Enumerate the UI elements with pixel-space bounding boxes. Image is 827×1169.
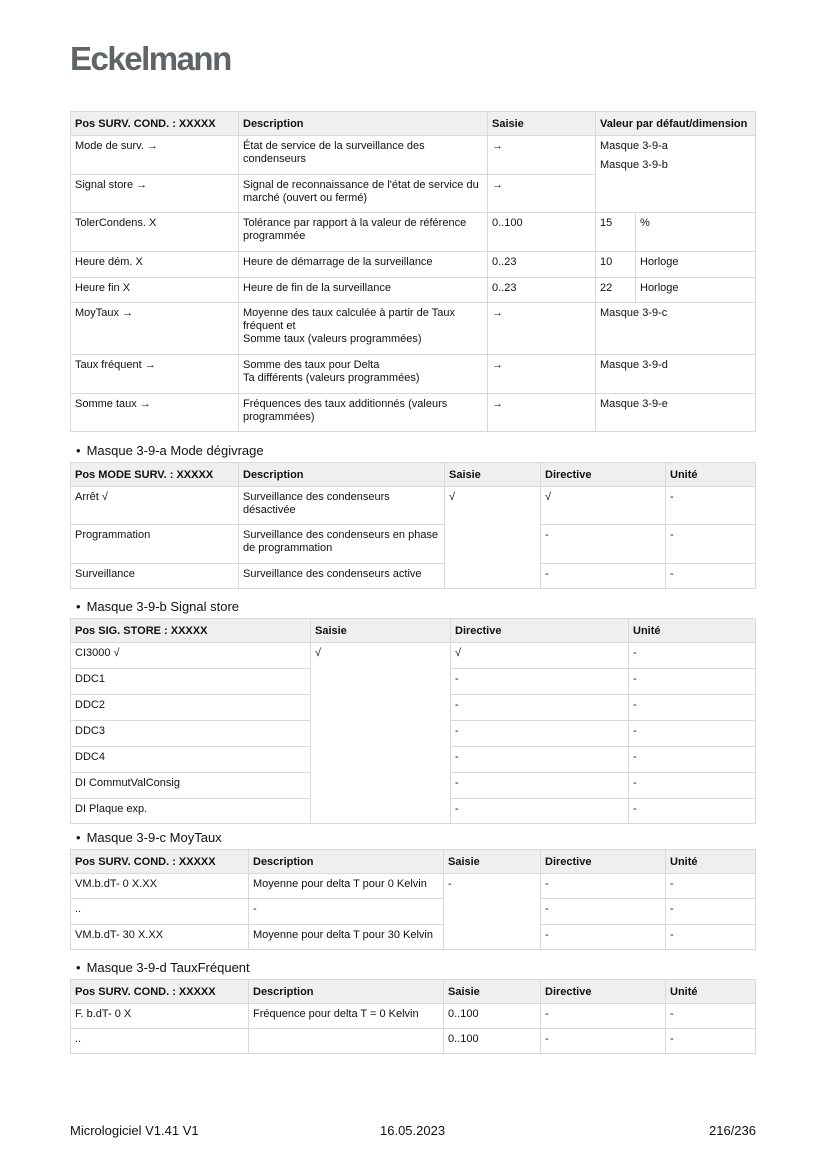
value-cell: 10 xyxy=(596,252,636,278)
pos-cell: Heure dém. X xyxy=(71,252,239,278)
header-cell: Unité xyxy=(666,980,756,1004)
directive-cell: - xyxy=(541,564,666,589)
desc-line: Somme taux (valeurs programmées) xyxy=(243,333,422,345)
pos-cell: DI Plaque exp. xyxy=(71,799,311,824)
pos-cell: Somme taux → xyxy=(71,394,239,432)
desc-cell: Signal de reconnaissance de l'état de service du marché (ouvert ou fermé) xyxy=(239,175,488,213)
header-cell: Directive xyxy=(541,850,666,874)
surv-cond-table xyxy=(70,111,756,432)
header-cell: Pos MODE SURV. : XXXXX xyxy=(71,463,239,487)
desc-cell: Moyenne pour delta T pour 0 Kelvin xyxy=(249,874,444,899)
desc-cell xyxy=(249,1029,444,1054)
value-cell: 22 xyxy=(596,278,636,303)
table-row xyxy=(71,136,756,175)
unit-cell: - xyxy=(629,747,756,773)
unit-cell: - xyxy=(629,721,756,747)
pos-cell: Surveillance xyxy=(71,564,239,589)
header-cell: Unité xyxy=(666,850,756,874)
unit-cell: - xyxy=(666,925,756,950)
header-cell: Unité xyxy=(666,463,756,487)
unit-cell: - xyxy=(666,899,756,925)
unit-cell: - xyxy=(629,799,756,824)
saisie-cell: 0..100 xyxy=(488,213,596,252)
header-cell: Pos SIG. STORE : XXXXX xyxy=(71,619,311,643)
table-row xyxy=(71,564,756,589)
saisie-cell: 0..23 xyxy=(488,278,596,303)
pos-cell: Taux fréquent → xyxy=(71,355,239,394)
header-cell: Directive xyxy=(451,619,629,643)
value-cell: Masque 3-9-c xyxy=(596,303,756,355)
table-row xyxy=(71,355,756,394)
directive-cell: √ xyxy=(451,643,629,669)
value-cell: Masque 3-9-e xyxy=(596,394,756,432)
desc-line: Moyenne des taux calculée à partir de Taux fréquent et xyxy=(243,307,455,332)
unit-cell: Horloge xyxy=(636,252,756,278)
desc-cell: Surveillance des condenseurs en phase de programmation xyxy=(239,525,445,564)
saisie-cell: 0..23 xyxy=(488,252,596,278)
directive-cell: √ xyxy=(541,487,666,525)
pos-cell: Programmation xyxy=(71,525,239,564)
header-cell: Saisie xyxy=(311,619,451,643)
section-heading: • Masque 3-9-a Mode dégivrage xyxy=(76,443,264,458)
header-cell: Valeur par défaut/dimension xyxy=(596,112,756,136)
footer-page-number: 216/236 xyxy=(709,1123,756,1138)
table-row xyxy=(71,899,756,925)
desc-cell xyxy=(239,303,488,355)
saisie-cell: → xyxy=(488,355,596,394)
section-heading: • Masque 3-9-d TauxFréquent xyxy=(76,960,250,975)
table-row xyxy=(71,213,756,252)
header-cell: Pos SURV. COND. : XXXXX xyxy=(71,112,239,136)
directive-cell: - xyxy=(541,874,666,899)
desc-cell: Tolérance par rapport à la valeur de référence programmée xyxy=(239,213,488,252)
table-row xyxy=(71,525,756,564)
unit-cell: Horloge xyxy=(636,278,756,303)
desc-line: Somme des taux pour Delta xyxy=(243,359,380,371)
desc-cell xyxy=(239,355,488,394)
table-row xyxy=(71,643,756,669)
desc-cell: Fréquence pour delta T = 0 Kelvin xyxy=(249,1004,444,1029)
pos-cell: VM.b.dT- 30 X.XX xyxy=(71,925,249,950)
pos-cell: CI3000 √ xyxy=(71,643,311,669)
directive-cell: - xyxy=(451,747,629,773)
header-cell: Directive xyxy=(541,463,666,487)
value-cell xyxy=(596,136,756,213)
pos-cell: VM.b.dT- 0 X.XX xyxy=(71,874,249,899)
desc-cell: Heure de démarrage de la surveillance xyxy=(239,252,488,278)
header-cell: Saisie xyxy=(444,850,541,874)
unit-cell: - xyxy=(629,695,756,721)
pos-cell: MoyTaux → xyxy=(71,303,239,355)
directive-cell: - xyxy=(541,899,666,925)
heading-text: Masque 3-9-a Mode dégivrage xyxy=(86,443,264,458)
unit-cell: - xyxy=(666,487,756,525)
mode-surv-table xyxy=(70,462,756,589)
unit-cell: - xyxy=(666,564,756,589)
header-cell: Pos SURV. COND. : XXXXX xyxy=(71,980,249,1004)
saisie-cell: - xyxy=(444,874,541,950)
table-row xyxy=(71,874,756,899)
table-row xyxy=(71,925,756,950)
desc-cell: Heure de fin de la surveillance xyxy=(239,278,488,303)
directive-cell: - xyxy=(541,1029,666,1054)
directive-cell: - xyxy=(541,525,666,564)
saisie-cell: → xyxy=(488,136,596,175)
table-row xyxy=(71,303,756,355)
header-cell: Saisie xyxy=(444,980,541,1004)
unit-cell: - xyxy=(666,525,756,564)
pos-cell: DI CommutValConsig xyxy=(71,773,311,799)
unit-cell: - xyxy=(629,643,756,669)
table-row xyxy=(71,252,756,278)
table-row xyxy=(71,394,756,432)
unit-cell: - xyxy=(666,874,756,899)
saisie-cell: → xyxy=(488,175,596,213)
saisie-cell: → xyxy=(488,394,596,432)
pos-cell: Heure fin X xyxy=(71,278,239,303)
pos-cell: DDC1 xyxy=(71,669,311,695)
value-text: Masque 3-9-a xyxy=(600,140,668,152)
eckelmann-logo: Eckelmann xyxy=(70,40,231,77)
value-cell: Masque 3-9-d xyxy=(596,355,756,394)
value-text: Masque 3-9-b xyxy=(600,159,668,171)
directive-cell: - xyxy=(541,925,666,950)
desc-line: Ta différents (valeurs programmées) xyxy=(243,372,420,384)
header-cell: Saisie xyxy=(488,112,596,136)
section-heading: • Masque 3-9-b Signal store xyxy=(76,599,240,614)
header-cell: Description xyxy=(239,463,445,487)
heading-text: Masque 3-9-b Signal store xyxy=(86,599,240,614)
saisie-cell: 0..100 xyxy=(444,1029,541,1054)
directive-cell: - xyxy=(451,695,629,721)
table-header xyxy=(71,619,756,643)
footer-date: 16.05.2023 xyxy=(380,1123,446,1138)
saisie-cell: √ xyxy=(445,487,541,589)
pos-cell: Arrêt √ xyxy=(71,487,239,525)
desc-cell: - xyxy=(249,899,444,925)
directive-cell: - xyxy=(451,773,629,799)
header-cell: Directive xyxy=(541,980,666,1004)
signal-store-table xyxy=(70,618,756,824)
desc-cell: Surveillance des condenseurs désactivée xyxy=(239,487,445,525)
desc-cell: Surveillance des condenseurs active xyxy=(239,564,445,589)
header-cell: Description xyxy=(249,850,444,874)
unit-cell: - xyxy=(666,1004,756,1029)
table-row xyxy=(71,1004,756,1029)
heading-text: Masque 3-9-c MoyTaux xyxy=(86,830,222,845)
table-header xyxy=(71,980,756,1004)
directive-cell: - xyxy=(451,669,629,695)
table-header xyxy=(71,112,756,136)
pos-cell: Mode de surv. → xyxy=(71,136,239,175)
table-row xyxy=(71,487,756,525)
pos-cell: DDC4 xyxy=(71,747,311,773)
pos-cell: .. xyxy=(71,899,249,925)
saisie-cell: √ xyxy=(311,643,451,824)
unit-cell: - xyxy=(629,773,756,799)
pos-cell: DDC2 xyxy=(71,695,311,721)
table-row xyxy=(71,1029,756,1054)
desc-cell: Moyenne pour delta T pour 30 Kelvin xyxy=(249,925,444,950)
unit-cell: - xyxy=(629,669,756,695)
moytaux-table xyxy=(70,849,756,950)
section-heading: • Masque 3-9-c MoyTaux xyxy=(76,830,222,845)
directive-cell: - xyxy=(451,721,629,747)
table-row xyxy=(71,278,756,303)
pos-cell: .. xyxy=(71,1029,249,1054)
unit-cell: % xyxy=(636,213,756,252)
saisie-cell: → xyxy=(488,303,596,355)
directive-cell: - xyxy=(451,799,629,824)
desc-cell: État de service de la surveillance des condenseurs xyxy=(239,136,488,175)
header-cell: Unité xyxy=(629,619,756,643)
header-cell: Saisie xyxy=(445,463,541,487)
directive-cell: - xyxy=(541,1004,666,1029)
table-header xyxy=(71,463,756,487)
pos-cell: DDC3 xyxy=(71,721,311,747)
table-header xyxy=(71,850,756,874)
header-cell: Description xyxy=(249,980,444,1004)
pos-cell: Signal store → xyxy=(71,175,239,213)
footer-firmware: Micrologiciel V1.41 V1 xyxy=(70,1123,199,1138)
desc-cell: Fréquences des taux additionnés (valeurs programmées) xyxy=(239,394,488,432)
value-cell: 15 xyxy=(596,213,636,252)
heading-text: Masque 3-9-d TauxFréquent xyxy=(86,960,250,975)
taux-frequent-table xyxy=(70,979,756,1054)
saisie-cell: 0..100 xyxy=(444,1004,541,1029)
unit-cell: - xyxy=(666,1029,756,1054)
pos-cell: F. b.dT- 0 X xyxy=(71,1004,249,1029)
pos-cell: TolerCondens. X xyxy=(71,213,239,252)
header-cell: Pos SURV. COND. : XXXXX xyxy=(71,850,249,874)
header-cell: Description xyxy=(239,112,488,136)
